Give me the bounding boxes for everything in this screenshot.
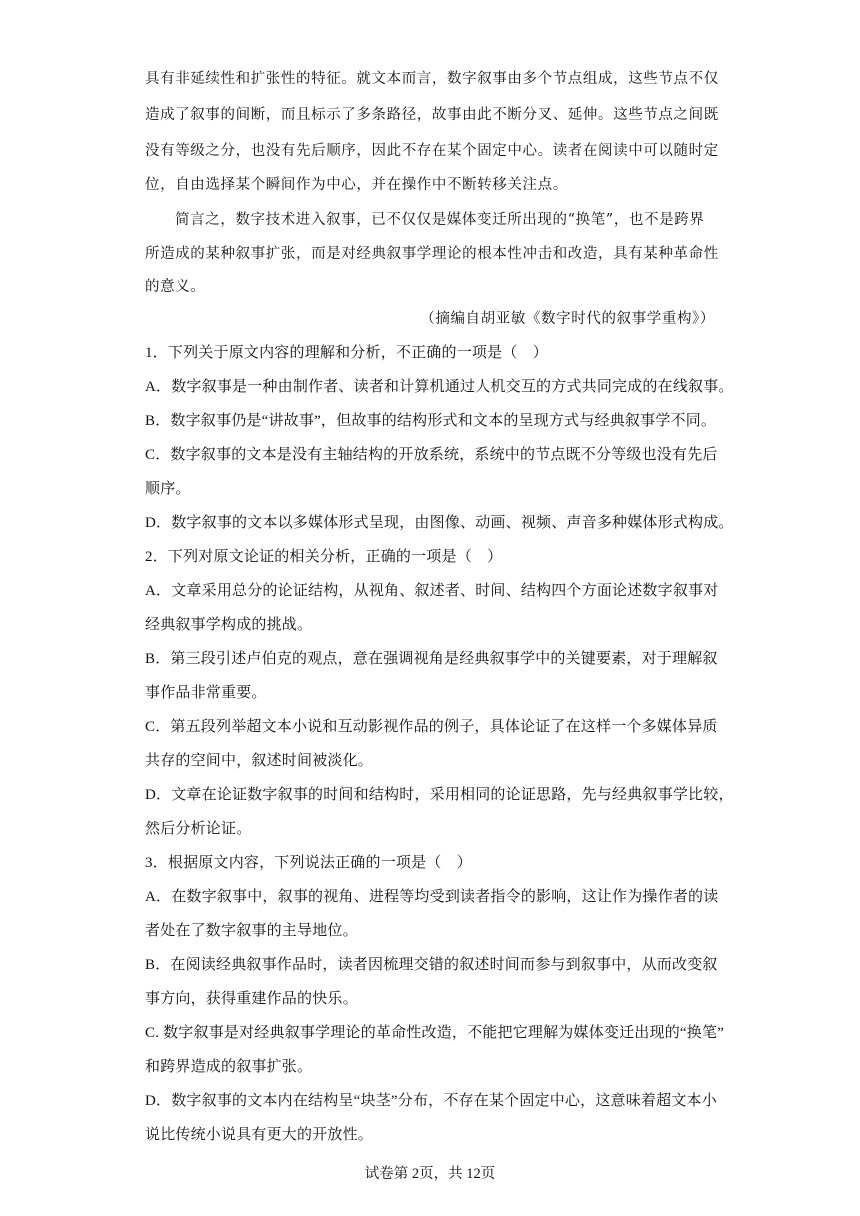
option-d-cont: 说比传统小说具有更大的开放性。 [145, 1127, 374, 1143]
option-b-cont: 事作品非常重要。 [145, 685, 267, 701]
option-d: D．数字叙事的文本以多媒体形式呈现，由图像、动画、视频、声音多种媒体形式构成。 [145, 515, 734, 531]
option-a: A．数字叙事是一种由制作者、读者和计算机通过人机交互的方式共同完成的在线叙事。 [145, 379, 734, 395]
option-a-cont: 经典叙事学构成的挑战。 [145, 617, 313, 633]
passage-line: 位，自由选择某个瞬间作为中心，并在操作中不断转移关注点。 [145, 177, 568, 193]
option-b: B．数字叙事仍是“讲故事”，但故事的结构形式和文本的呈现方式与经典叙事学不同。 [145, 413, 717, 429]
page-footer: 试卷第 2页，共 12页 [364, 1166, 496, 1182]
passage-line: 具有非延续性和扩张性的特征。就文本而言，数字叙事由多个节点组成，这些节点不仅 [145, 71, 719, 87]
passage-line: 所造成的某种叙事扩张，而是对经典叙事学理论的根本性冲击和改造，具有某种革命性 [145, 246, 719, 262]
option-d-cont: 然后分析论证。 [145, 821, 252, 837]
option-b-cont: 事方向，获得重建作品的快乐。 [145, 991, 358, 1007]
option-c-cont: 和跨界造成的叙事扩张。 [145, 1059, 313, 1075]
option-c: C．第五段列举超文本小说和互动影视作品的例子，具体论证了在这样一个多媒体异质 [145, 719, 718, 735]
option-c: C. 数字叙事是对经典叙事学理论的革命性改造，不能把它理解为媒体变迁出现的“换笔” [145, 1025, 725, 1041]
question-stem: 1．下列关于原文内容的理解和分析，不正确的一项是（ ） [145, 345, 548, 361]
question-stem: 3．根据原文内容，下列说法正确的一项是（ ） [145, 855, 472, 871]
option-c: C．数字叙事的文本是没有主轴结构的开放系统，系统中的节点既不分等级也没有先后 [145, 447, 718, 463]
option-b: B．第三段引述卢伯克的观点，意在强调视角是经典叙事学中的关键要素，对于理解叙 [145, 651, 718, 667]
option-a: A．文章采用总分的论证结构，从视角、叙述者、时间、结构四个方面论述数字叙事对 [145, 583, 719, 599]
option-d: D．数字叙事的文本内在结构呈“块茎”分布，不存在某个固定中心，这意味着超文本小 [145, 1093, 717, 1109]
question-stem: 2．下列对原文论证的相关分析，正确的一项是（ ） [145, 549, 503, 565]
option-a-cont: 者处在了数字叙事的主导地位。 [145, 923, 358, 939]
passage-source: （摘编自胡亚敏《数字时代的叙事学重构》） [420, 311, 715, 327]
option-b: B．在阅读经典叙事作品时，读者因梳理交错的叙述时间而参与到叙事中，从而改变叙 [145, 957, 718, 973]
option-c-cont: 顺序。 [145, 481, 191, 497]
option-c-cont: 共存的空间中，叙述时间被淡化。 [145, 753, 374, 769]
passage-line: 没有等级之分，也没有先后顺序，因此不存在某个固定中心。读者在阅读中可以随时定 [145, 143, 719, 159]
option-d: D．文章在论证数字叙事的时间和结构时，采用相同的论证思路，先与经典叙事学比较， [145, 787, 734, 803]
passage-line: 简言之，数字技术进入叙事，已不仅仅是媒体变迁所出现的“换笔”，也不是跨界 [175, 212, 705, 228]
passage-line: 的意义。 [145, 279, 206, 295]
passage-line: 造成了叙事的间断，而且标示了多条路径，故事由此不断分叉、延伸。这些节点之间既 [145, 107, 719, 123]
option-a: A．在数字叙事中，叙事的视角、进程等均受到读者指令的影响，这让作为操作者的读 [145, 889, 719, 905]
